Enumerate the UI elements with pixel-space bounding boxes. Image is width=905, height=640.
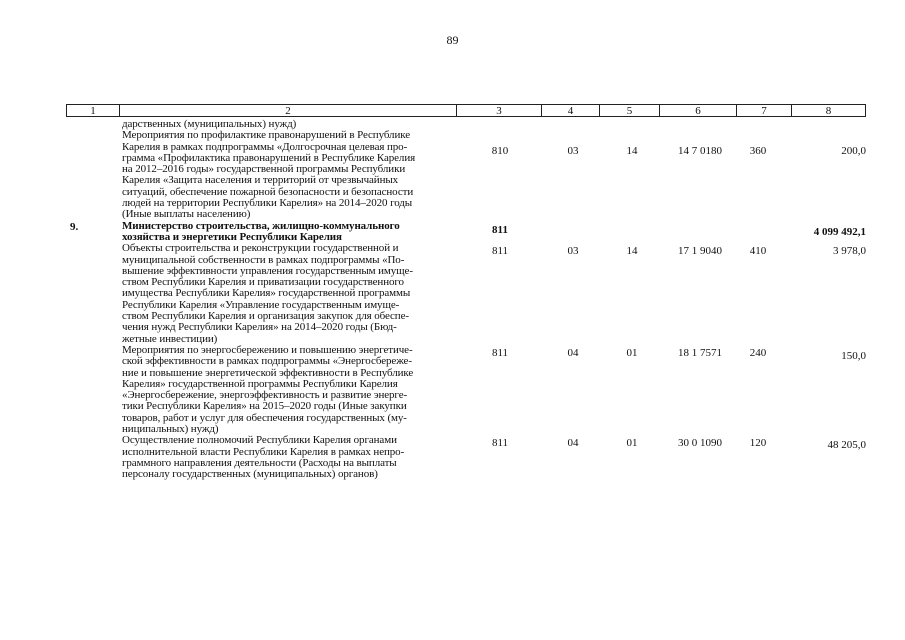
cell-target-article: 14 7 0180 bbox=[678, 145, 722, 158]
cell-subsection: 14 bbox=[626, 245, 638, 258]
cell-ministry: 811 bbox=[491, 437, 509, 450]
cell-ministry: 811 bbox=[492, 223, 508, 236]
header-col-5: 5 bbox=[599, 105, 659, 116]
cell-target-article: 30 0 1090 bbox=[678, 437, 722, 450]
cell-section: 03 bbox=[567, 145, 579, 158]
row-description: Мероприятия по энергосбережению и повышению энергетиче- ской эффективности в рамках подпрограммы «Энергосбереже- ние и повышение энергетической эффективности в Республике Карелия» государственной программы Республики Карелия «Энергосбережение, энергоэффективность и развитие энерге- тики Республики Карелия» на 2015–2020 годы (Иные закупки товаров, работ и услуг для обеспечения государственных (му- ниципальных) нужд) bbox=[122, 343, 414, 436]
row-description: дарственных (муниципальных) нужд) bbox=[122, 118, 297, 130]
header-col-6: 6 bbox=[659, 105, 736, 116]
cell-subsection: 01 bbox=[626, 346, 638, 359]
row-description: Осуществление полномочий Республики Карелия органами исполнительной власти Республики Карелия в рамках непро- граммного направления деятельности (Расходы на выплаты персоналу государственных (муниципальных) органов) bbox=[122, 434, 405, 481]
cell-subsection: 01 bbox=[626, 437, 638, 450]
row-description: Объекты строительства и реконструкции государственной и муниципальной собственности в рамках подпрограммы «По- вышение эффективности управления государственным имуще- ством Республики Карелия и приватизации государственного имущества Республики Карелия» государственной программы Республики Карелия «Управление государственным имуще- ством Республики Карелия и организация закупок для обеспе- чения нужд Республики Карелия» на 2014–2020 годы (Бюд- жетные инвестиции) bbox=[122, 242, 413, 345]
cell-target-article: 17 1 9040 bbox=[678, 245, 722, 258]
cell-section: 04 bbox=[567, 346, 579, 359]
header-col-2: 2 bbox=[119, 105, 456, 116]
cell-amount: 200,0 bbox=[841, 145, 866, 158]
cell-expense-type: 240 bbox=[749, 346, 767, 359]
header-col-1: 1 bbox=[90, 105, 96, 117]
header-col-7: 7 bbox=[736, 105, 791, 116]
cell-ministry: 811 bbox=[491, 245, 509, 258]
row-description: Министерство строительства, жилищно-коммунального хозяйства и энергетики Республики Карелия bbox=[122, 219, 400, 243]
table-row-ministry bbox=[0, 221, 905, 244]
page-number: 89 bbox=[446, 33, 459, 47]
cell-target-article: 18 1 7571 bbox=[678, 346, 722, 359]
row-number: 9. bbox=[70, 220, 79, 233]
header-col-4: 4 bbox=[541, 105, 599, 116]
cell-section: 04 bbox=[567, 437, 579, 450]
cell-expense-type: 360 bbox=[749, 145, 767, 158]
table-row bbox=[0, 130, 905, 220]
table-body bbox=[0, 119, 905, 481]
cell-ministry: 810 bbox=[491, 145, 509, 158]
header-col-8: 8 bbox=[791, 105, 865, 116]
cell-ministry: 811 bbox=[491, 346, 509, 359]
cell-amount: 4 099 492,1 bbox=[813, 225, 866, 238]
cell-expense-type: 120 bbox=[749, 437, 767, 450]
cell-section: 03 bbox=[567, 245, 579, 258]
cell-amount: 48 205,0 bbox=[827, 439, 866, 452]
header-col-3: 3 bbox=[456, 105, 541, 116]
table-header bbox=[66, 104, 866, 117]
table-row bbox=[0, 243, 905, 345]
cell-subsection: 14 bbox=[626, 145, 638, 158]
cell-expense-type: 410 bbox=[749, 245, 767, 258]
row-description: Мероприятия по профилактике правонарушений в Республике Карелия в рамках подпрограммы «Долгосрочная целевая про- грамма «Профилактика правонарушений в Республике Карелия на 2012–2016 годы» государственной программы Республики Карелия «Защита населения и территорий от чрезвычайных ситуаций, обеспечение пожарной безопасности и безопасности людей на территории Республики Карелия» на 2014–2020 годы (Иные выплаты населению) bbox=[122, 129, 416, 221]
cell-amount: 3 978,0 bbox=[833, 245, 866, 258]
cell-amount: 150,0 bbox=[841, 349, 866, 362]
table-row bbox=[0, 435, 905, 480]
table-row bbox=[0, 345, 905, 435]
